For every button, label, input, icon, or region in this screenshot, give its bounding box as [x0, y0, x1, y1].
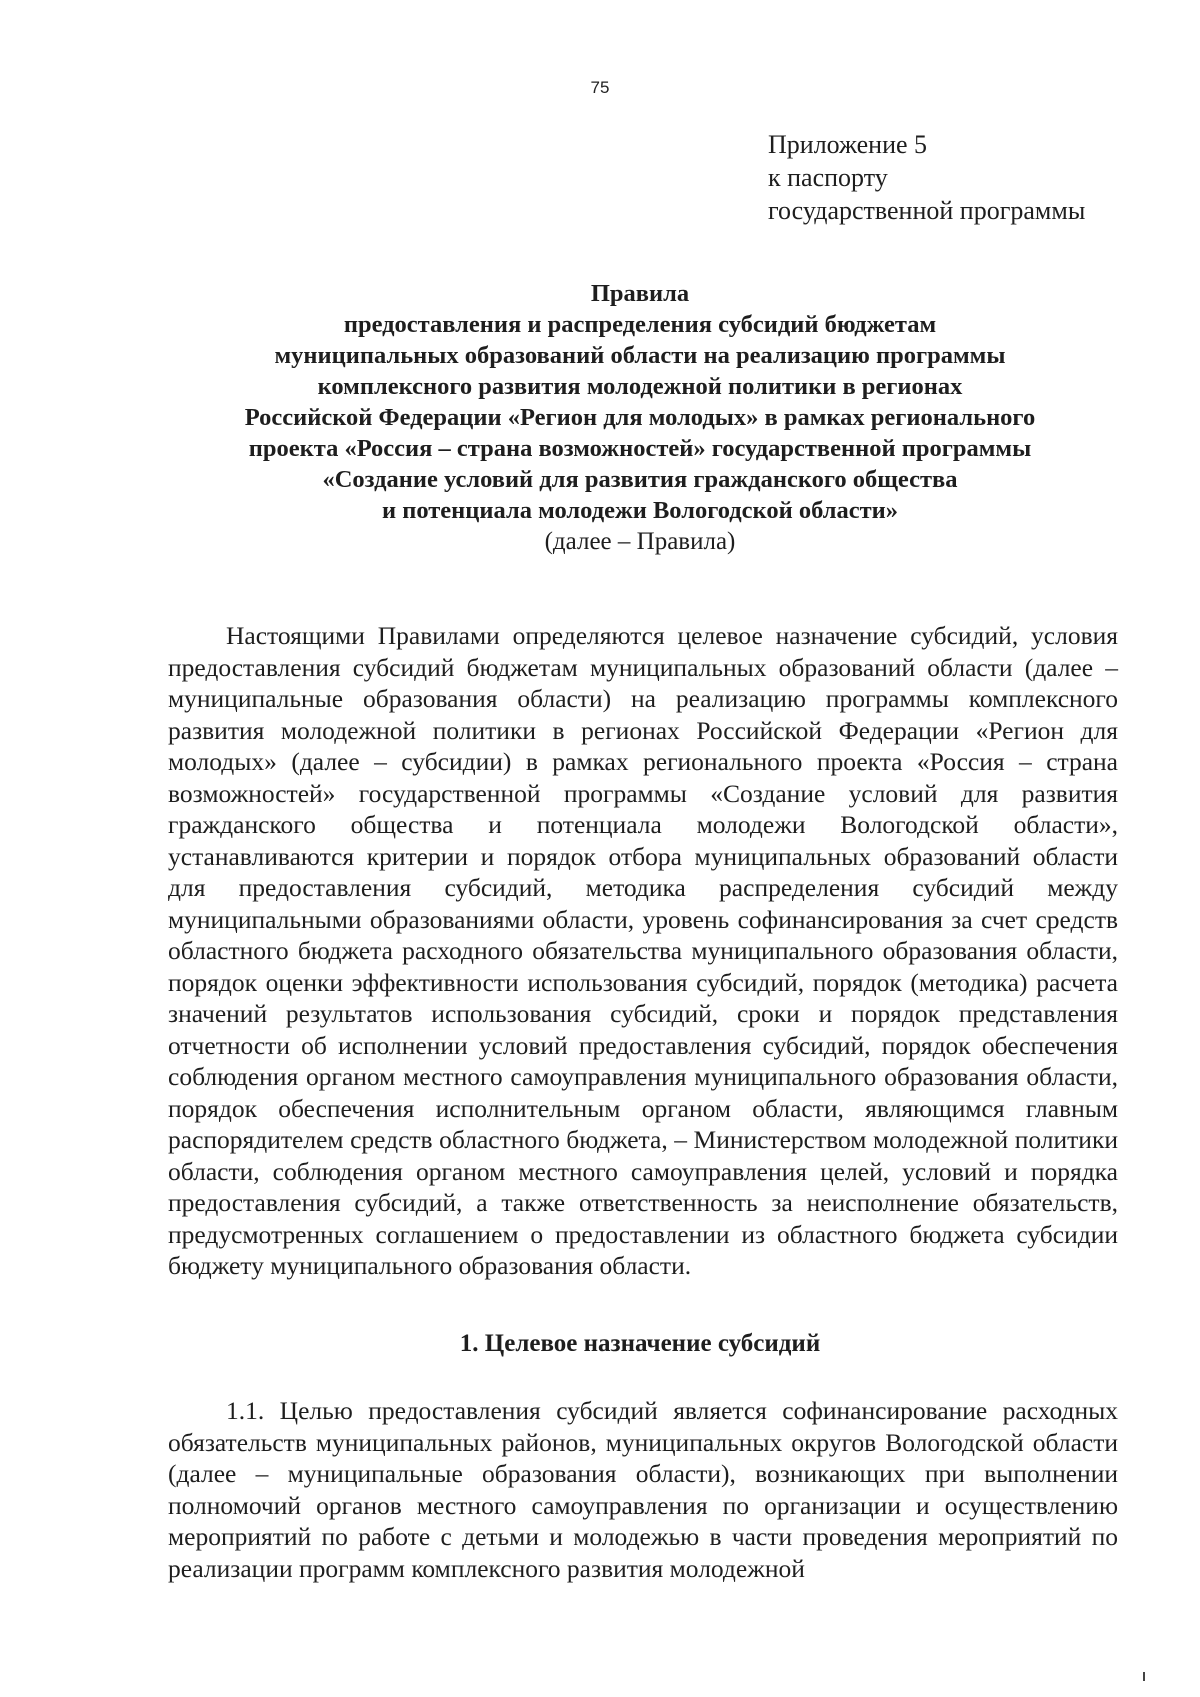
- title-subtitle: (далее – Правила): [544, 528, 736, 555]
- section-1-heading: 1. Целевое назначение субсидий: [459, 1330, 821, 1357]
- title-line-4: комплексного развития молодежной политики в регионах: [317, 373, 963, 400]
- title-line-6: проекта «Россия – страна возможностей» государственной программы: [248, 435, 1032, 462]
- title-line-5: Российской Федерации «Регион для молодых» в рамках регионального: [244, 404, 1036, 431]
- appendix-line-3: государственной программы: [768, 196, 1086, 225]
- document-title: [120, 278, 1160, 557]
- paragraph-1-1: 1.1. Целью предоставления субсидий является софинансирование расходных обязательств муниципальных районов, муниципальных округов Вологодской области (далее – муниципальные образования области), возникающих при выполнении полномочий органов местного самоуправления по организации и осуществлению мероприятий по работе с детьми и молодежью в части проведения мероприятий по реализации программ комплексного развития молодежной: [168, 1396, 1118, 1583]
- page-number: 75: [590, 78, 610, 97]
- appendix-reference: [768, 128, 1085, 227]
- scan-mark: [1143, 1672, 1145, 1681]
- intro-paragraph: Настоящими Правилами определяются целевое назначение субсидий, условия предоставления субсидий бюджетам муниципальных образований области (далее – муниципальные образования области) на реализацию программы комплексного развития молодежной политики в регионах Российской Федерации «Регион для молодых» (далее – субсидии) в рамках регионального проекта «Россия – страна возможностей» государственной программы «Создание условий для развития гражданского общества и потенциала молодежи Вологодской области», устанавливаются критерии и порядок отбора муниципальных образований области для предоставления субсидий, методика распределения субсидий между муниципальными образованиями области, уровень софинансирования за счет средств областного бюджета расходного обязательства муниципального образования области, порядок оценки эффективности использования субсидий, порядок (методика) расчета значений результатов использования субсидий, сроки и порядок представления отчетности об исполнении условий предоставления субсидий, порядок обеспечения соблюдения органом местного самоуправления муниципального образования области, порядок обеспечения исполнительным органом области, являющимся главным распорядителем средств областного бюджета, – Министерством молодежной политики области, соблюдения органом местного самоуправления целей, условий и порядка предоставления субсидий, а также ответственность за неисполнение обязательств, предусмотренных соглашением о предоставлении из областного бюджета субсидии бюджету муниципального образования области.: [168, 621, 1118, 1280]
- title-line-3: муниципальных образований области на реализацию программы: [274, 342, 1006, 369]
- title-line-2: предоставления и распределения субсидий бюджетам: [343, 311, 937, 338]
- appendix-line-1: Приложение 5: [768, 130, 928, 159]
- title-line-8: и потенциала молодежи Вологодской области»: [381, 497, 899, 524]
- title-line-7: «Создание условий для развития гражданского общества: [322, 466, 958, 493]
- title-line-1: Правила: [590, 280, 690, 307]
- appendix-line-2: к паспорту: [768, 163, 888, 192]
